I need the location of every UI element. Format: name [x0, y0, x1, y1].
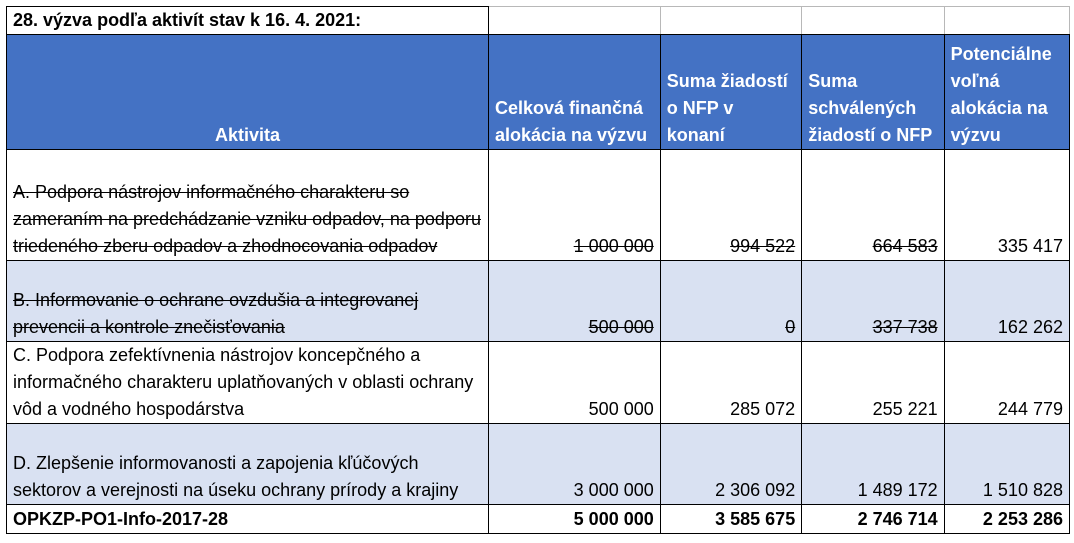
approved-cell: 664 583: [802, 150, 944, 261]
table-title: 28. výzva podľa aktivít stav k 16. 4. 2021:: [7, 7, 489, 35]
total-row: [7, 505, 1070, 534]
available-cell: 335 417: [944, 150, 1069, 261]
available-cell: 1 510 828: [944, 424, 1069, 505]
header-row: [7, 35, 1070, 150]
blank-cell: [660, 7, 801, 35]
approved-cell: 337 738: [802, 261, 944, 342]
header-available: Potenciálne voľná alokácia na výzvu: [944, 35, 1069, 150]
header-pending: Suma žiadostí o NFP v konaní: [660, 35, 801, 150]
pending-cell: 2 306 092: [660, 424, 801, 505]
available-cell: 244 779: [944, 342, 1069, 424]
allocation-table: [6, 6, 1070, 534]
activity-cell: B. Informovanie o ochrane ovzdušia a integrovanej prevencii a kontrole znečisťovania: [7, 261, 489, 342]
activity-cell: C. Podpora zefektívnenia nástrojov koncepčného a informačného charakteru uplatňovaných v oblasti ochrany vôd a vodného hospodárstva: [7, 342, 489, 424]
allocation-cell: 500 000: [488, 342, 660, 424]
table-row: [7, 261, 1070, 342]
blank-cell: [488, 7, 660, 35]
title-row: [7, 7, 1070, 35]
blank-cell: [802, 7, 944, 35]
allocation-cell: 1 000 000: [488, 150, 660, 261]
available-cell: 162 262: [944, 261, 1069, 342]
total-available: 2 253 286: [944, 505, 1069, 534]
header-activity: Aktivita: [7, 35, 489, 150]
table-row: [7, 150, 1070, 261]
allocation-cell: 3 000 000: [488, 424, 660, 505]
activity-cell: D. Zlepšenie informovanosti a zapojenia kľúčových sektorov a verejnosti na úseku ochrany prírody a krajiny: [7, 424, 489, 505]
approved-cell: 255 221: [802, 342, 944, 424]
pending-cell: 994 522: [660, 150, 801, 261]
approved-cell: 1 489 172: [802, 424, 944, 505]
allocation-cell: 500 000: [488, 261, 660, 342]
blank-cell: [944, 7, 1069, 35]
total-pending: 3 585 675: [660, 505, 801, 534]
pending-cell: 0: [660, 261, 801, 342]
total-allocation: 5 000 000: [488, 505, 660, 534]
header-approved: Suma schválených žiadostí o NFP: [802, 35, 944, 150]
pending-cell: 285 072: [660, 342, 801, 424]
header-allocation: Celková finančná alokácia na výzvu: [488, 35, 660, 150]
total-label: OPKZP-PO1-Info-2017-28: [7, 505, 489, 534]
activity-cell: A. Podpora nástrojov informačného charakteru so zameraním na predchádzanie vzniku odpadov, na podporu triedeného zberu odpadov a zhodnocovania odpadov: [7, 150, 489, 261]
table-row: [7, 424, 1070, 505]
total-approved: 2 746 714: [802, 505, 944, 534]
table-row: [7, 342, 1070, 424]
